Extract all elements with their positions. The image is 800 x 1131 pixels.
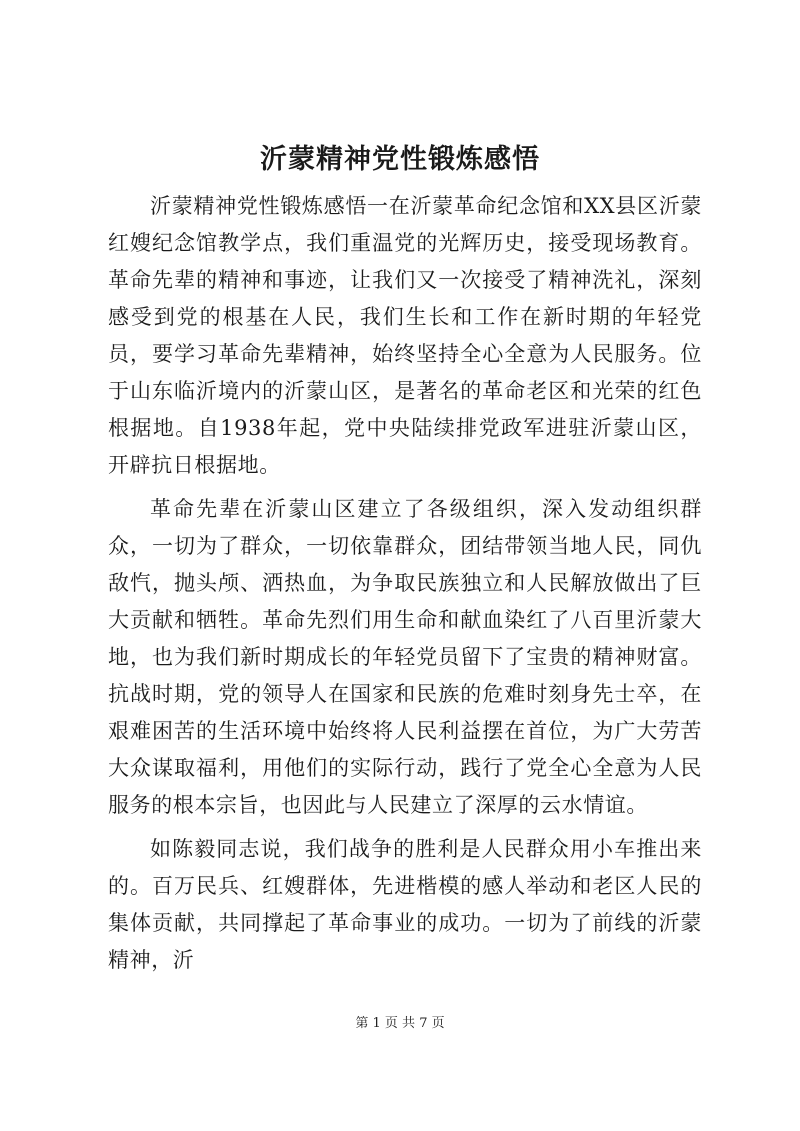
paragraph-1: 沂蒙精神党性锻炼感悟一在沂蒙革命纪念馆和XX县区沂蒙红嫂纪念馆教学点，我们重温党的光辉历史，接受现场教育。革命先辈的精神和事迹，让我们又一次接受了精神洗礼，深刻感受到党的根基在人民，我们生长和工作在新时期的年轻党员，要学习革命先辈精神，始终坚持全心全意为人民服务。位于山东临沂境内的沂蒙山区，是著名的革命老区和光荣的红色根据地。自1938年起，党中央陆续排党政军进驻沂蒙山区，开辟抗日根据地。 <box>108 194 702 477</box>
page-title: 沂蒙精神党性锻炼感悟 <box>260 144 540 175</box>
paragraph-3: 如陈毅同志说，我们战争的胜利是人民群众用小车推出来的。百万民兵、红嫂群体，先进楷模的感人举动和老区人民的集体贡献，共同撑起了革命事业的成功。一切为了前线的沂蒙精神，沂 <box>108 837 702 972</box>
document-body <box>108 188 702 986</box>
paragraph-2: 革命先辈在沂蒙山区建立了各级组织，深入发动组织群众，一切为了群众，一切依靠群众，团结带领当地人民，同仇敌忾，抛头颅、洒热血，为争取民族独立和人民解放做出了巨大贡献和牺牲。革命先烈们用生命和献血染红了八百里沂蒙大地，也为我们新时期成长的年轻党员留下了宝贵的精神财富。抗战时期，党的领导人在国家和民族的危难时刻身先士卒，在艰难困苦的生活环境中始终将人民利益摆在首位，为广大劳苦大众谋取福利，用他们的实际行动，践行了党全心全意为人民服务的根本宗旨，也因此与人民建立了深厚的云水情谊。 <box>108 497 702 817</box>
page-footer: 第 1 页 共 7 页 <box>355 1016 445 1031</box>
